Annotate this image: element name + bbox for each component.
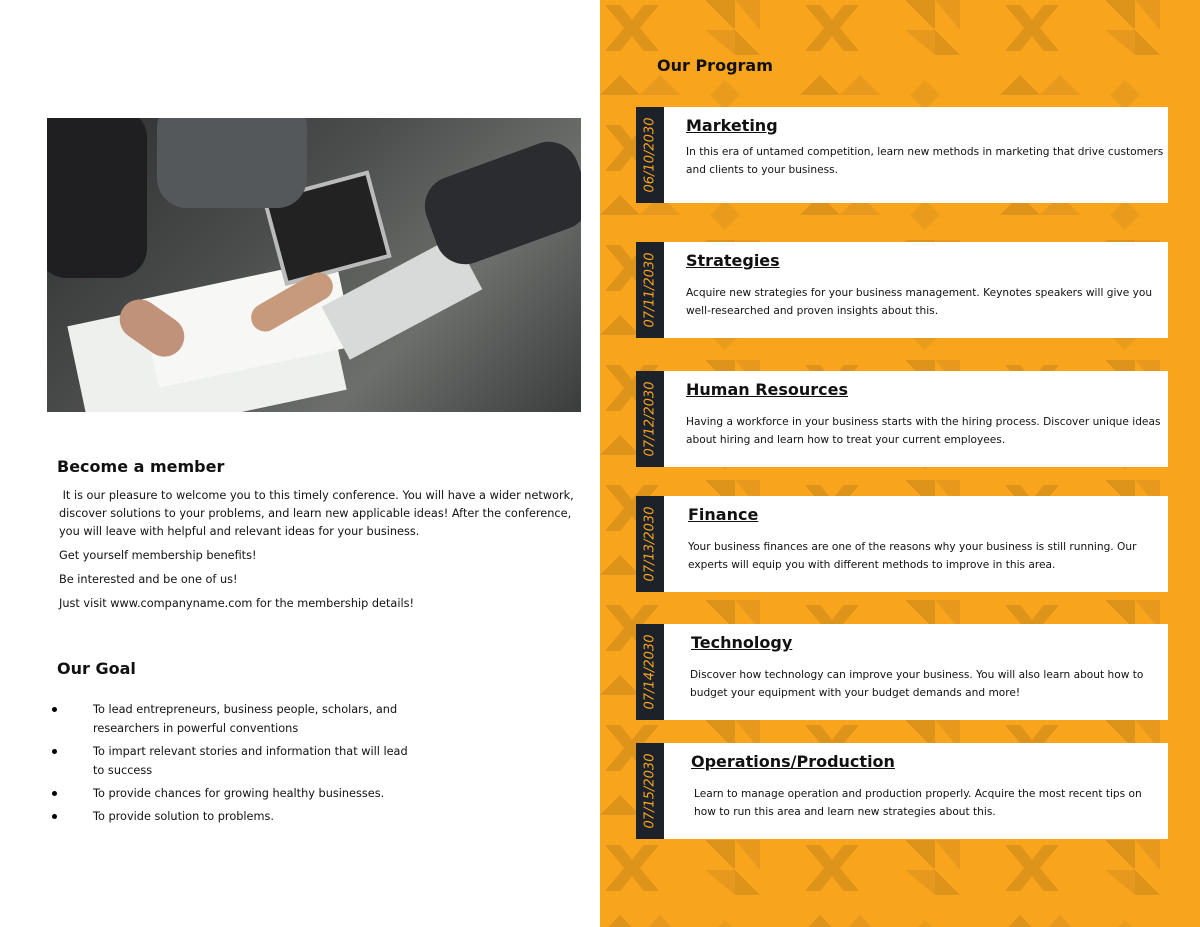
program-card-technology [636, 624, 1168, 720]
person-torso [157, 118, 307, 208]
date-label: 06/10/2030 [642, 117, 658, 193]
date-bar [636, 371, 664, 467]
bullet-icon [52, 749, 57, 754]
program-panel [600, 0, 1200, 927]
goal-text: To lead entrepreneurs, business people, scholars, and researchers in powerful conventions [93, 703, 398, 735]
date-bar [636, 496, 664, 592]
program-desc: Learn to manage operation and production properly. Acquire the most recent tips on how to run this area and learn new strategies about this. [694, 788, 1142, 818]
date-label: 07/12/2030 [642, 381, 658, 457]
list-item [52, 784, 412, 803]
date-label: 07/13/2030 [642, 506, 658, 582]
program-desc: Having a workforce in your business starts with the hiring process. Discover unique ideas about hiring and learn how to treat your current employees. [686, 416, 1161, 446]
program-title: Technology [691, 633, 793, 652]
meeting-photo [47, 118, 581, 412]
program-card-human-resources [636, 371, 1168, 467]
program-title: Human Resources [686, 380, 849, 399]
date-bar [636, 242, 664, 338]
list-item [52, 742, 412, 780]
program-title: Finance [688, 505, 759, 524]
our-program-heading: Our Program [657, 56, 773, 75]
program-title: Marketing [686, 116, 778, 135]
date-label: 07/11/2030 [642, 252, 658, 328]
person-arm [416, 133, 581, 272]
list-item [52, 807, 412, 826]
program-card-operations [636, 743, 1168, 839]
become-member-heading: Become a member [57, 457, 225, 476]
bullet-icon [52, 707, 57, 712]
goal-text: To provide chances for growing healthy businesses. [93, 787, 385, 800]
bullet-icon [52, 791, 57, 796]
goal-list [52, 700, 412, 830]
program-desc: Acquire new strategies for your business management. Keynotes speakers will give you well-researched and proven insights about this. [686, 287, 1153, 317]
program-desc: Your business finances are one of the reasons why your business is still running. Our experts will equip you with different methods to improve in this area. [688, 541, 1137, 571]
goal-text: To impart relevant stories and information that will lead to success [93, 745, 408, 777]
our-goal-heading: Our Goal [57, 659, 136, 678]
date-label: 07/15/2030 [642, 753, 658, 829]
date-bar [636, 743, 664, 839]
date-bar [636, 107, 664, 203]
program-card-marketing [636, 107, 1168, 203]
goal-text: To provide solution to problems. [93, 810, 274, 823]
member-line: Just visit www.companyname.com for the membership details! [59, 597, 415, 610]
member-line: Be interested and be one of us! [59, 573, 238, 586]
member-line: Get yourself membership benefits! [59, 549, 257, 562]
program-card-finance [636, 496, 1168, 592]
member-intro: It is our pleasure to welcome you to this timely conference. You will have a wider network, discover solutions to your problems, and learn new applicable ideas! After the conference, you will leave with helpful and relevant ideas for your business. [59, 489, 578, 538]
program-title: Operations/Production [691, 752, 895, 771]
date-label: 07/14/2030 [642, 634, 658, 710]
person-torso [47, 118, 147, 278]
program-desc: Discover how technology can improve your business. You will also learn about how to budget your equipment with your budget demands and more! [690, 669, 1144, 699]
bullet-icon [52, 814, 57, 819]
program-card-strategies [636, 242, 1168, 338]
list-item [52, 700, 412, 738]
program-title: Strategies [686, 251, 780, 270]
program-desc: In this era of untamed competition, learn new methods in marketing that drive customers and clients to your business. [686, 146, 1164, 176]
date-bar [636, 624, 664, 720]
